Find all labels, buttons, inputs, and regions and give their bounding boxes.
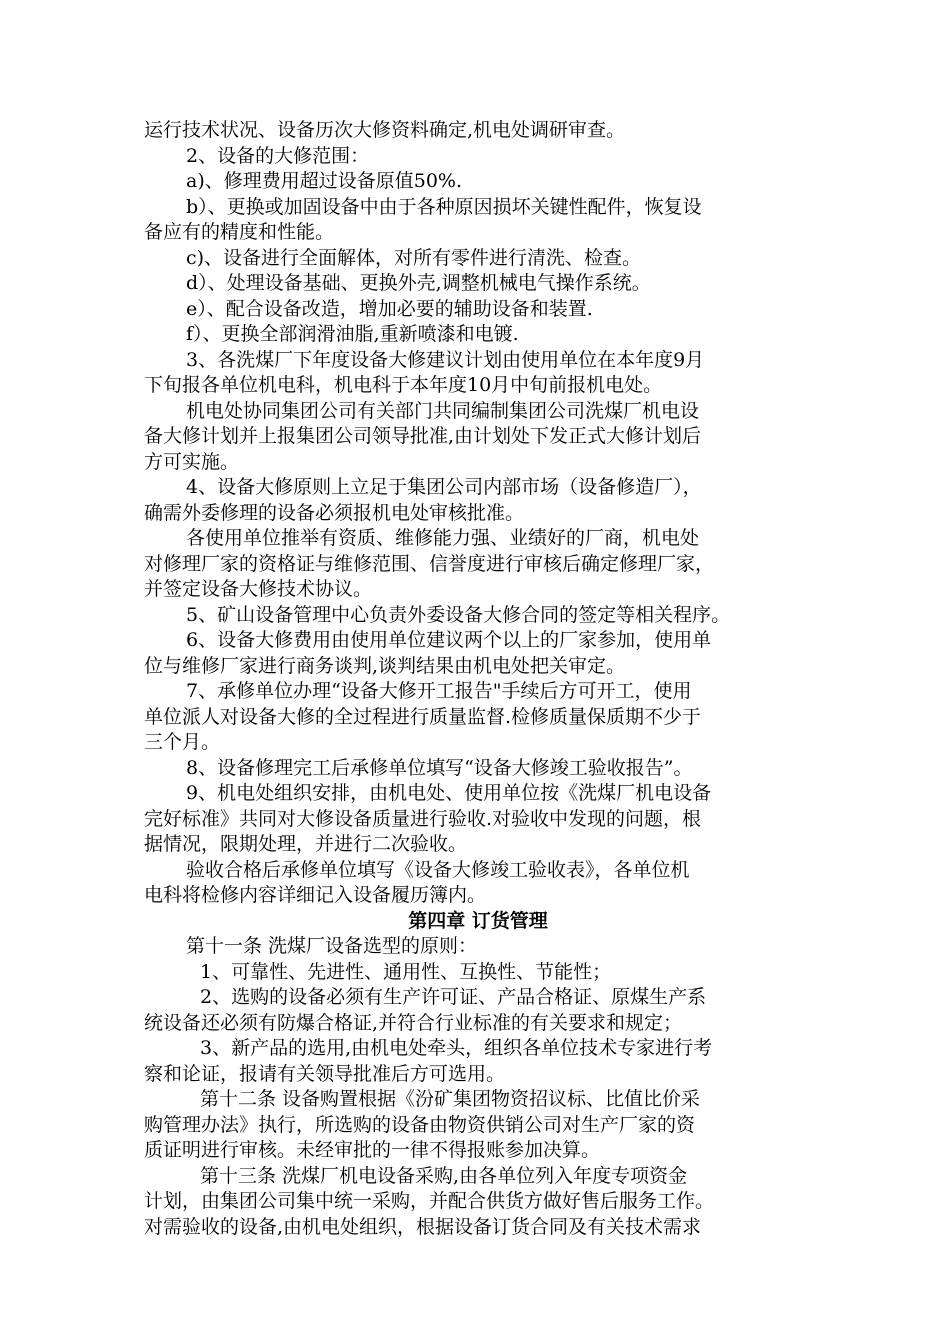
text-line: 察和论证，报请有关领导批准后方可选用。: [144, 1062, 506, 1085]
text-line: 验收合格后承修单位填写《设备大修竣工验收表》，各单位机: [186, 858, 690, 881]
text-line: 7、承修单位办理“设备大修开工报告"手续后方可开工，使用: [186, 680, 692, 702]
text-line: 统设备还必须有防爆合格证,并符合行业标准的有关要求和规定；: [144, 1011, 683, 1034]
text-line: 计划，由集团公司集中统一采购，并配合供货方做好售后服务工作。: [144, 1190, 715, 1212]
text-line: 单位派人对设备大修的全过程进行质量监督.检修质量保质期不少于: [144, 705, 702, 728]
text-line: 购管理办法》执行，所选购的设备由物资供销公司对生产厂家的资: [144, 1113, 696, 1136]
text-line: 对需验收的设备,由机电处组织，根据设备订货合同及有关技术需求: [144, 1215, 702, 1238]
text-line: 3、新产品的选用,由机电处牵头，组织各单位技术专家进行考: [200, 1037, 713, 1059]
text-line: 电科将检修内容详细记入设备履历簿内。: [144, 884, 487, 906]
chapter-heading: 第四章 订货管理: [408, 909, 548, 932]
text-line: 方可实施。: [144, 450, 240, 473]
text-line: 8、设备修理完工后承修单位填写“设备大修竣工验收报告”。: [186, 756, 693, 779]
text-line: d）、处理设备基础、更换外壳,调整机械电气操作系统。: [186, 272, 651, 294]
text-line: 确需外委修理的设备必须报机电处审核批准。: [144, 501, 525, 524]
text-line: 对修理厂家的资格证与维修范围、信誉度进行审核后确定修理厂家，: [144, 552, 715, 575]
article-heading: 第十一条 洗煤厂设备选型的原则：: [186, 935, 478, 957]
text-line: 6、设备大修费用由使用单位建议两个以上的厂家参加，使用单: [186, 629, 712, 651]
text-line: 据情况，限期处理，并进行二次验收。: [144, 833, 468, 855]
text-line: e）、配合设备改造，增加必要的辅助设备和装置.: [186, 297, 593, 320]
text-line: 第十二条 设备购置根据《汾矿集团物资招议标、比值比价采: [200, 1088, 701, 1110]
text-line: 机电处协同集团公司有关部门共同编制集团公司洗煤厂机电设: [186, 399, 700, 422]
text-line: 备大修计划并上报集团公司领导批准,由计划处下发正式大修计划后: [144, 425, 702, 447]
text-line: 运行技术状况、设备历次大修资料确定,机电处调研审查。: [144, 119, 626, 141]
text-line: f）、更换全部润滑油脂,重新喷漆和电镀.: [186, 323, 519, 345]
text-line: 1、可靠性、先进性、通用性、互换性、节能性；: [200, 960, 612, 983]
text-line: 3、各洗煤厂下年度设备大修建议计划由使用单位在本年度9月: [186, 348, 705, 371]
text-line: 2、设备的大修范围：: [186, 144, 370, 167]
text-line: 完好标准》共同对大修设备质量进行验收.对验收中发现的问题，根: [144, 807, 702, 830]
text-line: 下旬报各单位机电科，机电科于本年度10月中旬前报机电处。: [144, 374, 663, 396]
text-line: 位与维修厂家进行商务谈判,谈判结果由机电处把关审定。: [144, 654, 626, 677]
text-line: 三个月。: [144, 731, 221, 753]
document-body: [144, 118, 812, 1240]
text-line: 备应有的精度和性能。: [144, 221, 335, 243]
text-line: 2、选购的设备必须有生产许可证、产品合格证、原煤生产系: [200, 986, 707, 1008]
text-line: 质证明进行审核。未经审批的一律不得报账参加决算。: [144, 1139, 601, 1161]
text-line: 9、机电处组织安排，由机电处、使用单位按《洗煤厂机电设备: [186, 782, 712, 804]
text-line: 各使用单位推举有资质、维修能力强、业绩好的厂商，机电处: [186, 527, 700, 549]
text-line: 并签定设备大修技术协议。: [144, 578, 373, 600]
text-line: b）、更换或加固设备中由于各种原因损坏关键性配件，恢复设: [186, 195, 702, 218]
text-line: 第十三条 洗煤厂机电设备采购,由各单位列入年度专项资金: [200, 1164, 688, 1187]
text-line: a)、修理费用超过设备原值50%.: [186, 170, 463, 192]
text-line: 5、矿山设备管理中心负责外委设备大修合同的签定等相关程序。: [186, 603, 731, 626]
text-line: c)、设备进行全面解体，对所有零件进行清洗、检查。: [186, 246, 642, 269]
text-line: 4、设备大修原则上立足于集团公司内部市场（设备修造厂），: [186, 476, 702, 498]
